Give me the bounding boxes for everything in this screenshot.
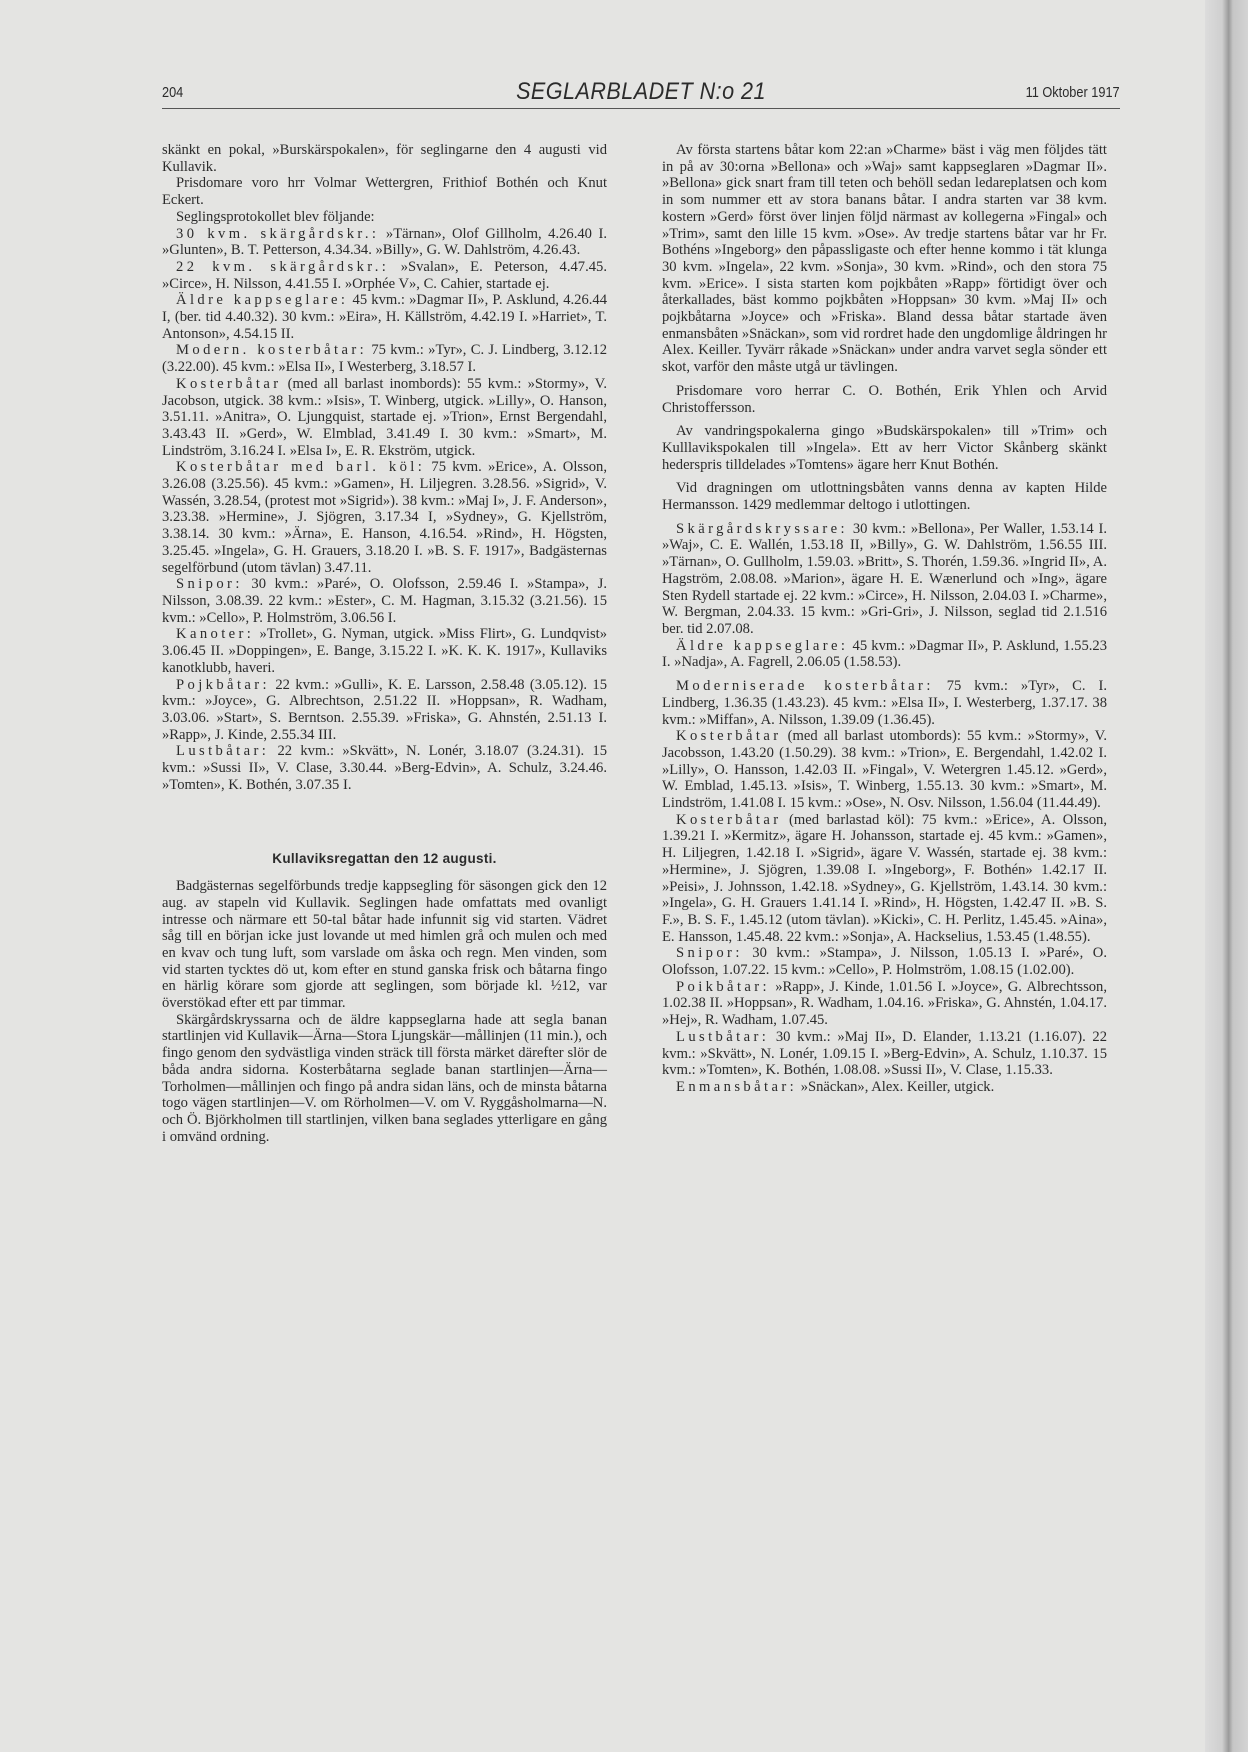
result-paragraph: Kanoter: »Trollet», G. Nyman, utgick. »Miss Flirt», G. Lundqvist» 3.06.45 II. »Doppingen», E. Bange, 3.15.22 I. »K. K. K. 1917», Kullaviks kanotklubb, haveri. [162, 626, 607, 676]
class-label: Poikbåtar: [676, 978, 770, 995]
result-paragraph: Äldre kappseglare: 45 kvm.: »Dagmar II», P. Asklund, 4.26.44 I, (ber. tid 4.40.32). 30 kvm.: »Eira», H. Källström, 4.42.19 I. »Harriet», T. Antonson», 4.54.15 II. [162, 292, 607, 342]
class-label: 30 kvm. skärgårdskr.: [176, 225, 380, 242]
class-label: Skärgårdskryssare: [676, 520, 848, 537]
result-paragraph: Poikbåtar: »Rapp», J. Kinde, 1.01.56 I. »Joyce», G. Albrechtsson, 1.02.38 II. »Hoppsan», R. Wadham, 1.04.16. »Friska», G. Ahnstén, 1.04.17. »Hej», R. Wadham, 1.07.45. [662, 978, 1107, 1029]
binding-gutter [1205, 0, 1248, 1752]
right-column [662, 142, 1107, 1096]
class-label: Enmansbåtar: [676, 1078, 798, 1095]
header-rule [162, 108, 1120, 109]
paragraph: Av första startens båtar kom 22:an »Charme» bäst i väg men följdes tätt in på av 30:orna »Bellona» och »Waj» samt kappseglaren »Dagmar II». »Bellona» gick snart fram till teten och behöll sedan ledareplatsen och kom in som nummer ett av stora banans båtar. I andra starten var 38 kvm. kostern »Gerd» först över linjen följd närmast av kollegerna »Fingal» och »Trim», samt den lille 15 kvm. »Ose». Av tredje startens båtar var hr Fr. Bothéns »Ingeborg» den påpassligaste och efter henne kommo i tät klunga 30 kvm. »Ingela», 22 kvm. »Sonja», 30 kvm. »Rind», och den stora 75 kvm. »Erice». I sista starten kom pojkbåten »Rapp» förtidigt över och återkallades, bäst kommo pojkbåten »Hoppsan» 30 kvm. »Maj II» och pojkbåtarna »Joyce» och »Friska». Bland dessa båtar startade även enmansbåten »Snäckan», som vid rordret hade den ungdomlige åldringen hr Alex. Keiller. Tyvärr råkade »Snäckan» under andra varvet segla sönder ett skot, varför den måste utgå ur tävlingen. [662, 142, 1107, 376]
result-paragraph: Kosterbåtar med barl. köl: 75 kvm. »Erice», A. Olsson, 3.26.08 (3.25.56). 45 kvm.: »Gamen», H. Liljegren. 3.28.56. »Sigrid», V. Wassén, 3.28.54, (protest mot »Sigrid»). 38 kvm.: »Maj I», J. F. Anderson», 3.23.38. »Hermine», J. Sjögren, 3.17.34 I, »Sydney», G. Kjellström, 3.38.14. 30 kvm.: »Ärna», E. Hanson, 4.16.54. »Rind», H. Högsten, 3.25.45. »Ingela», G. H. Grauers, 3.18.20 I. »B. S. F. 1917», Badgästernas segelförbund (utom tävlan) 3.47.11. [162, 459, 607, 576]
issue-date: 11 Oktober 1917 [1025, 84, 1120, 101]
result-paragraph: Kosterbåtar (med barlastad köl): 75 kvm.: »Erice», A. Olsson, 1.39.21 I. »Kermitz», ägare H. Johansson, startade ej. 45 kvm.: »Gamen», H. Liljegren, 1.42.18 I. »Sigrid», ägare V. Wassén, startade ej. 38 kvm.: »Hermine», J. Sjögren, 1.39.08 I. »Ingeborg», F. Bothén» 1.42.17 II. »Peisi», J. Johnsson, 1.42.18. »Sydney», G. Kjellström, 1.43.14. 30 kvm.: »Ingela», G. H. Grauers 1.41.14 I. »Rind», H. Högsten, 1.42.47 II. »B. S. F.», B. S. F., 1.45.12 (utom tävlan). »Kicki», C. H. Perlitz, 1.45.45. »Aina», E. Hansson, 1.45.48. 22 kvm.: »Sonja», A. Hackselius, 1.53.45 (1.48.55). [662, 811, 1107, 945]
class-label: Kosterbåtar [176, 375, 282, 392]
result-paragraph: Äldre kappseglare: 45 kvm.: »Dagmar II», P. Asklund, 1.55.23 I. »Nadja», A. Fagrell, 2.06.05 (1.58.53). [662, 637, 1107, 671]
class-label: Kosterbåtar [676, 811, 782, 828]
page-header [162, 78, 1120, 108]
page-number: 204 [162, 84, 184, 101]
paragraph: Prisdomare voro hrr Volmar Wettergren, Frithiof Bothén och Knut Eckert. [162, 175, 607, 209]
class-label: Kanoter: [176, 626, 255, 643]
paragraph: Badgästernas segelförbunds tredje kappsegling för säsongen gick den 12 aug. av stapeln vid Kullavik. Seglingen hade omfattats med ovanligt intresse och närmare ett 50-tal båtar hade infunnit sig vid starten. Vädret såg till en början icke just lovande ut med himlen grå och mulen och med en kvav och tung luft, som varslade om åska och regn. Men vinden, som vid starten tycktes dö ut, kom efter en stund ganska frisk och båtarna fingo en härlig körare som gjorde att seglingen, som började kl. ½12, var överstökad efter ett par timmar. [162, 878, 607, 1012]
class-label: Lustbåtar: [176, 743, 270, 760]
result-paragraph: Snipor: 30 kvm.: »Paré», O. Olofsson, 2.59.46 I. »Stampa», J. Nilsson, 3.08.39. 22 kvm.: »Ester», C. M. Hagman, 3.15.32 (3.21.56). 15 kvm.: »Cello», P. Holmström, 3.06.56 I. [162, 576, 607, 626]
result-paragraph: Snipor: 30 kvm.: »Stampa», J. Nilsson, 1.05.13 I. »Paré», O. Olofsson, 1.07.22. 15 kvm.: »Cello», P. Holmström, 1.08.15 (1.02.00). [662, 945, 1107, 979]
result-paragraph: Lustbåtar: 22 kvm.: »Skvätt», N. Lonér, 3.18.07 (3.24.31). 15 kvm.: »Sussi II», V. Clase, 3.30.44. »Berg-Edvin», A. Schulz, 3.24.46. »Tomten», K. Bothén, 3.07.35 I. [162, 743, 607, 793]
class-label: Kosterbåtar med barl. köl: [176, 459, 426, 476]
result-paragraph: Modern. kosterbåtar: 75 kvm.: »Tyr», C. J. Lindberg, 3.12.12 (3.22.00). 45 kvm.: »Elsa II», I Westerberg, 3.18.57 I. [162, 342, 607, 376]
result-paragraph: Enmansbåtar: »Snäckan», Alex. Keiller, utgick. [676, 1078, 995, 1095]
masthead: SEGLARBLADET N:o 21 [516, 78, 766, 105]
class-label: Snipor: [676, 945, 743, 962]
result-paragraph: Moderniserade kosterbåtar: 75 kvm.: »Tyr», C. I. Lindberg, 1.36.35 (1.43.23). 45 kvm.: »Elsa II», I. Westerberg, 1.37.17. 38 kvm.: »Miffan», A. Nilsson, 1.39.09 (1.36.45). [662, 678, 1107, 728]
class-label: Äldre kappseglare: [176, 292, 349, 309]
class-label: Moderniserade kosterbåtar: [676, 678, 934, 695]
result-paragraph: Skärgårdskryssare: 30 kvm.: »Bellona», Per Waller, 1.53.14 I. »Waj», C. E. Wallén, 1.53.18 II, »Billy», G. W. Dahlström, 1.56.55 III. »Tärnan», O. Gullholm, 1.59.03. »Britt», S. Thorén, 1.59.36. »Ingrid II», A. Hagström, 2.08.08. »Marion», ägare H. E. Wænerlund och »Ing», ägare Sten Rydell startade ej. 22 kvm.: »Circe», H. Nilsson, 2.04.03 I. »Charme», W. Bergman, 2.04.33. 15 kvm.: »Gri-Gri», J. Nilsson, seglad tid 2.1.516 ber. tid 2.07.08. [662, 520, 1107, 637]
class-label: 22 kvm. skärgårdskr.: [176, 258, 390, 275]
result-paragraph: Kosterbåtar (med all barlast utombords): 55 kvm.: »Stormy», V. Jacobsson, 1.43.20 (1.50.29). 38 kvm.: »Trion», E. Bergendahl, 1.42.02 I. »Lilly», O. Hansson, 1.42.03 II. »Fingal», V. Wetergren 1.45.12. »Gerd», W. Emblad, 1.45.13. »Isis», T. Winberg, 1.55.13. 30 kvm.: »Smart», M. Lindström, 1.41.08 I. 15 kvm.: »Ose», N. Osv. Nilsson, 1.56.04 (11.44.49). [662, 728, 1107, 812]
paragraph: skänkt en pokal, »Burskärspokalen», för seglingarne den 4 augusti vid Kullavik. [162, 142, 607, 175]
class-label: Äldre kappseglare: [676, 637, 849, 654]
result-paragraph: Pojkbåtar: 22 kvm.: »Gulli», K. E. Larsson, 2.58.48 (3.05.12). 15 kvm.: »Joyce», G. Albrechtson, 2.51.22 II. »Hoppsan», R. Wadham, 3.03.06. »Start», S. Berntson. 2.55.39. »Friska», G. Ahnstén, 2.51.13 I. »Rapp», J. Kinde, 2.55.34 III. [162, 676, 607, 743]
left-column [162, 142, 607, 1145]
result-paragraph: 22 kvm. skärgårdskr.: »Svalan», E. Peterson, 4.47.45. »Circe», H. Nilsson, 4.41.55 I. »Orphée V», C. Cahier, startade ej. [162, 258, 607, 292]
paragraph: Skärgårdskryssarna och de äldre kappseglarna hade att segla banan startlinjen vid Kullavik—Ärna—Stora Ljungskär—mållinjen (11 min.), och fingo genom den sydvästliga vinden sträck till första märket därefter slör de båda andra sidorna. Kosterbåtarna seglade banan startlinjen—Ärna—Torholmen—mållinjen och fingo på andra sidan läns, och de minsta båtarna togo vägen startlinjen—V. om Rörholmen—V. om V. Ryggåsholmarna—N. och Ö. Björkholmen till startlinjen, vilken bana seglades ytterligare en gång i omvänd ordning. [162, 1011, 607, 1145]
paragraph: Av vandringspokalerna gingo »Budskärspokalen» till »Trim» och Kulllavikspokalen till »Ingela». Ett av herr Victor Skånberg skänkt hederspris tilldelades »Tomtens» ägare herr Knut Bothén. [662, 423, 1107, 473]
section-title: Kullaviksregattan den 12 augusti. [272, 851, 497, 867]
class-label: Lustbåtar: [676, 1028, 770, 1045]
class-label: Snipor: [176, 576, 243, 593]
class-label: Pojkbåtar: [176, 676, 270, 693]
result-paragraph: Lustbåtar: 30 kvm.: »Maj II», D. Elander, 1.13.21 (1.16.07). 22 kvm.: »Skvätt», N. Lonér, 1.09.15 I. »Berg-Edvin», A. Schulz, 1.10.37. 15 kvm.: »Tomten», K. Bothén, 1.08.08. »Sussi II», V. Clase, 1.15.33. [662, 1028, 1107, 1079]
paragraph: Prisdomare voro herrar C. O. Bothén, Erik Yhlen och Arvid Christoffersson. [662, 382, 1107, 416]
class-label: Modern. kosterbåtar: [176, 342, 368, 359]
class-label: Kosterbåtar [676, 728, 782, 745]
paragraph: Seglingsprotokollet blev följande: [176, 208, 375, 225]
result-paragraph: 30 kvm. skärgårdskr.: »Tärnan», Olof Gillholm, 4.26.40 I. »Glunten», B. T. Petterson, 4.34.34. »Billy», G. W. Dahlström, 4.26.43. [162, 225, 607, 259]
result-paragraph: Kosterbåtar (med all barlast inombords): 55 kvm.: »Stormy», V. Jacobson, utgick. 38 kvm.: »Isis», T. Winberg, utgick. »Lilly», O. Hanson, 3.51.11. »Anitra», O. Ljungquist, startade ej. »Trion», Ernst Bergendahl, 3.43.43 II. »Gerd», W. Elmblad, 3.41.49 I. 30 kvm.: »Smart», M. Lindström, 3.16.24 I. »Elsa I», E. R. Ekström, utgick. [162, 375, 607, 459]
paragraph: Vid dragningen om utlottningsbåten vanns denna av kapten Hilde Hermansson. 1429 medlemmar deltogo i utlottingen. [662, 480, 1107, 514]
